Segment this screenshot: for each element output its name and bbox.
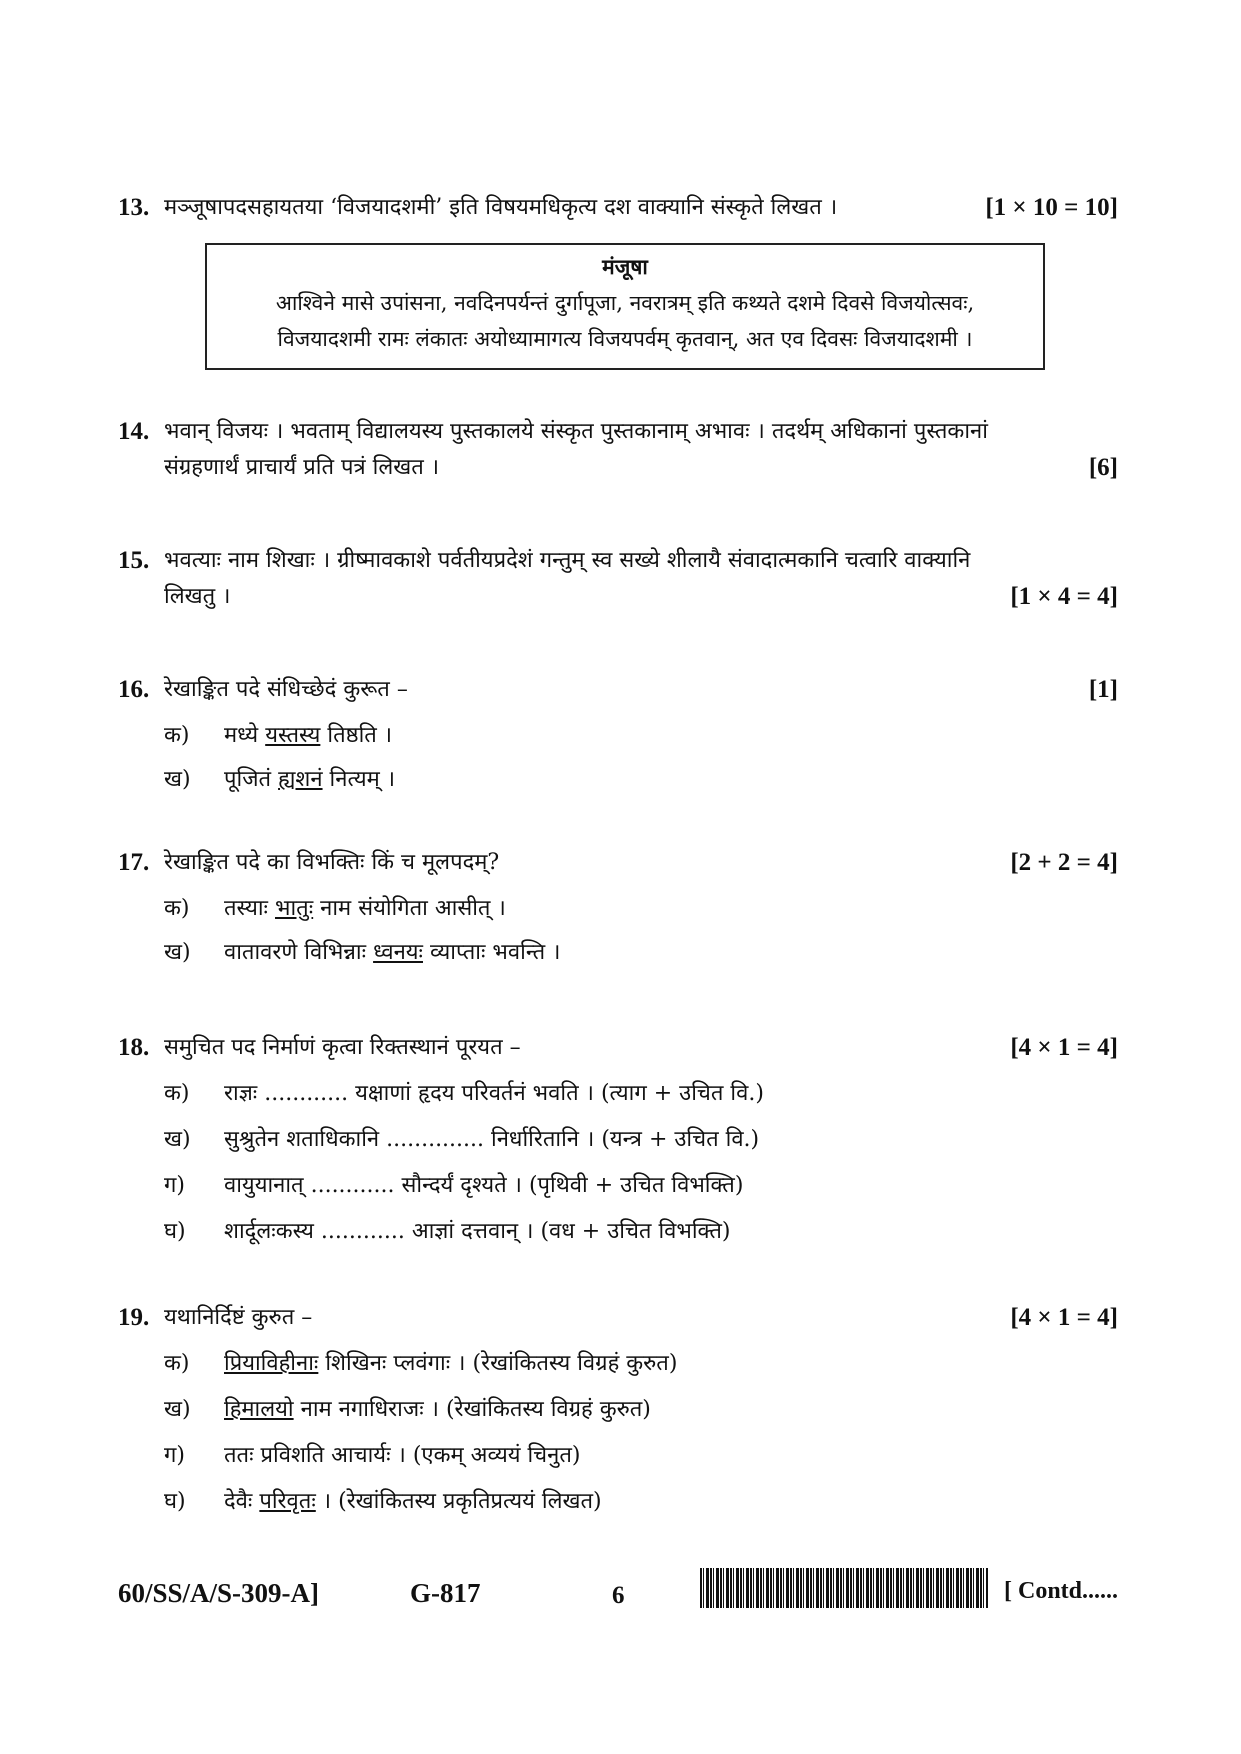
question-17 (118, 845, 1118, 971)
word-box-line: विजयादशमी रामः लंकातः अयोध्यामागत्य विजयपर्वम् कृतवान्, अत एव दिवसः विजयादशमी । (277, 327, 973, 351)
question-18 (118, 1030, 1118, 1250)
question-15 (118, 543, 1118, 615)
question-text: रेखाङ्कित पदे का विभक्तिः किं च मूलपदम्? (164, 850, 500, 875)
sub-question: ख) सुश्रुतेन शताधिकानि .............. निर्धारितानि । (यन्त्र + उचित वि.) (164, 1127, 760, 1152)
word-box-line: आश्विने मासे उपांसना, नवदिनपर्यन्तं दुर्गापूजा, नवरात्रम् इति कथ्यते दशमे दिवसे विजयोत्सवः, (275, 291, 975, 315)
sub-question: क) प्रियाविहीनाः शिखिनः प्लवंगाः । (रेखांकितस्य विग्रहं कुरुत) (164, 1351, 678, 1376)
question-text: लिखतु । (164, 584, 231, 609)
sub-question: घ) शार्दूलःकस्य ............ आज्ञां दत्तवान् । (वध + उचित विभक्ति) (164, 1219, 731, 1244)
sub-question: क) मध्ये यस्तस्य तिष्ठति । (164, 723, 393, 748)
question-number: 15. (118, 547, 150, 574)
question-text: समुचित पद निर्माणं कृत्वा रिक्तस्थानं पूरयत – (164, 1035, 521, 1060)
question-number: 13. (118, 194, 150, 221)
continued-label: [ Contd...... (1004, 1578, 1119, 1604)
sub-question: ग) वायुयानात् ............ सौन्दर्यं दृश्यते । (पृथिवी + उचित विभक्ति) (164, 1173, 744, 1198)
sub-question: ख) पूजितं ह्यशनं नित्यम् । (164, 767, 396, 792)
question-marks: [4 × 1 = 4] (1010, 1304, 1118, 1331)
question-13 (118, 190, 1118, 226)
question-marks: [4 × 1 = 4] (1010, 1034, 1118, 1061)
sub-question: ग) ततः प्रविशति आचार्यः । (एकम् अव्ययं चिनुत) (164, 1443, 581, 1468)
question-text: भवत्याः नाम शिखाः । ग्रीष्मावकाशे पर्वतीयप्रदेशं गन्तुम् स्व सख्ये शीलायै संवादात्मकानि चत्वारि वाक्यानि (164, 548, 971, 573)
question-marks: [2 + 2 = 4] (1010, 849, 1118, 876)
series-code: G-817 (410, 1578, 481, 1608)
question-number: 19. (118, 1304, 150, 1331)
sub-question: घ) देवैः परिवृतः । (रेखांकितस्य प्रकृतिप्रत्ययं लिखत) (164, 1489, 602, 1514)
word-box-title: मंजूषा (602, 254, 648, 279)
sub-question: क) राज्ञः ............ यक्षाणां हृदय परिवर्तनं भवति । (त्याग + उचित वि.) (164, 1081, 764, 1106)
question-marks: [1] (1088, 676, 1118, 703)
sub-question: क) तस्याः भातुः नाम संयोगिता आसीत् । (164, 896, 506, 921)
question-14 (118, 414, 1118, 486)
question-marks: [1 × 10 = 10] (985, 194, 1118, 221)
question-text: यथानिर्दिष्टं कुरुत – (164, 1305, 313, 1330)
question-text: भवान् विजयः । भवताम् विद्यालयस्य पुस्तकालये संस्कृत पुस्तकानाम् अभावः । तदर्थम् अधिकानां पुस्तकानां (164, 419, 988, 444)
sub-question: ख) हिमालयो नाम नगाधिराजः । (रेखांकितस्य विग्रहं कुरुत) (164, 1397, 651, 1422)
question-text: मञ्जूषापदसहायतया ‘विजयादशमी’ इति विषयमधिकृत्य दश वाक्यानि संस्कृते लिखत । (164, 195, 838, 220)
page-number: 6 (612, 1582, 625, 1609)
question-19 (118, 1300, 1118, 1520)
question-number: 17. (118, 849, 150, 876)
question-16 (118, 672, 1118, 798)
question-number: 16. (118, 676, 150, 703)
word-box (205, 243, 1045, 370)
question-text: रेखाङ्कित पदे संधिच्छेदं कुरूत – (164, 677, 408, 702)
question-marks: [1 × 4 = 4] (1010, 583, 1118, 610)
sub-question: ख) वातावरणे विभिन्नाः ध्वनयः व्याप्ताः भवन्ति । (164, 940, 561, 965)
question-marks: [6] (1088, 454, 1118, 481)
paper-code: 60/SS/A/S-309-A] (118, 1578, 320, 1608)
question-number: 14. (118, 418, 150, 445)
question-text: संग्रहणार्थं प्राचार्यं प्रति पत्रं लिखत । (164, 455, 440, 480)
question-number: 18. (118, 1034, 150, 1061)
barcode-image (700, 1568, 988, 1608)
